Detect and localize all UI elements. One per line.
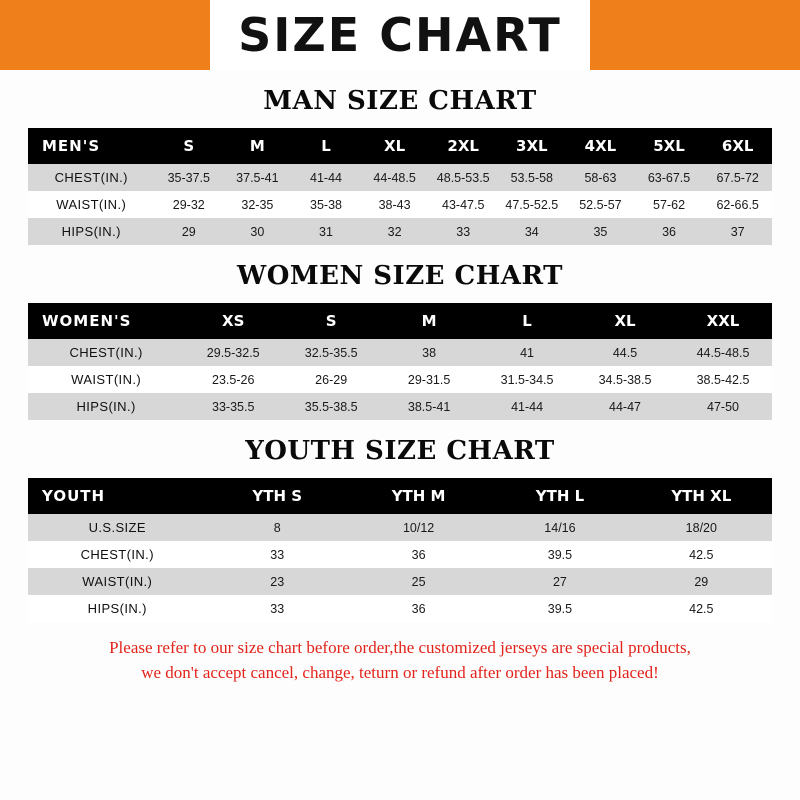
men-row-0-v3: 44-48.5 bbox=[360, 164, 429, 191]
women-col-6: XXL bbox=[674, 303, 772, 339]
men-row-2-v2: 31 bbox=[292, 218, 361, 245]
table-row bbox=[28, 595, 772, 622]
youth-row-2-label: WAIST(IN.) bbox=[28, 568, 207, 595]
youth-row-1-v0: 33 bbox=[207, 541, 348, 568]
banner-accent-right bbox=[590, 0, 800, 70]
table-row bbox=[28, 218, 772, 245]
women-row-2-v1: 35.5-38.5 bbox=[282, 393, 380, 420]
men-col-5: 2XL bbox=[429, 128, 498, 164]
youth-chart-wrap bbox=[0, 478, 800, 622]
women-row-2-v3: 41-44 bbox=[478, 393, 576, 420]
men-row-1-v8: 62-66.5 bbox=[703, 191, 772, 218]
women-row-2-v2: 38.5-41 bbox=[380, 393, 478, 420]
table-row bbox=[28, 541, 772, 568]
disclaimer-line-2: we don't accept cancel, change, teturn or refund after order has been placed! bbox=[141, 662, 659, 682]
men-row-2-v0: 29 bbox=[154, 218, 223, 245]
women-row-0-v4: 44.5 bbox=[576, 339, 674, 366]
women-row-1-v4: 34.5-38.5 bbox=[576, 366, 674, 393]
youth-row-1-v3: 42.5 bbox=[631, 541, 772, 568]
women-row-1-v3: 31.5-34.5 bbox=[478, 366, 576, 393]
men-col-7: 4XL bbox=[566, 128, 635, 164]
women-row-2-v4: 44-47 bbox=[576, 393, 674, 420]
men-row-0-v1: 37.5-41 bbox=[223, 164, 292, 191]
disclaimer-line-1: Please refer to our size chart before order,the customized jerseys are special products, bbox=[109, 638, 691, 657]
men-row-0-v5: 53.5-58 bbox=[498, 164, 567, 191]
men-row-0-v7: 63-67.5 bbox=[635, 164, 704, 191]
youth-col-4: YTH XL bbox=[631, 478, 772, 514]
table-header-row bbox=[28, 303, 772, 339]
men-row-1-v3: 38-43 bbox=[360, 191, 429, 218]
youth-row-2-v2: 27 bbox=[489, 568, 630, 595]
disclaimer-note bbox=[0, 636, 800, 685]
youth-col-0: YOUTH bbox=[28, 478, 207, 514]
men-row-0-label: CHEST(IN.) bbox=[28, 164, 154, 191]
youth-row-0-label: U.S.SIZE bbox=[28, 514, 207, 541]
men-row-1-v2: 35-38 bbox=[292, 191, 361, 218]
page-title: SIZE CHART bbox=[224, 0, 576, 70]
women-col-3: M bbox=[380, 303, 478, 339]
men-col-0: MEN'S bbox=[28, 128, 154, 164]
women-size-table bbox=[28, 303, 772, 420]
women-row-0-v1: 32.5-35.5 bbox=[282, 339, 380, 366]
men-row-1-v6: 52.5-57 bbox=[566, 191, 635, 218]
women-col-1: XS bbox=[184, 303, 282, 339]
women-col-5: XL bbox=[576, 303, 674, 339]
youth-col-2: YTH M bbox=[348, 478, 489, 514]
men-row-1-v1: 32-35 bbox=[223, 191, 292, 218]
women-row-1-v5: 38.5-42.5 bbox=[674, 366, 772, 393]
women-row-2-v5: 47-50 bbox=[674, 393, 772, 420]
banner-accent-left bbox=[0, 0, 210, 70]
youth-row-2-v3: 29 bbox=[631, 568, 772, 595]
youth-row-3-label: HIPS(IN.) bbox=[28, 595, 207, 622]
men-col-2: M bbox=[223, 128, 292, 164]
women-row-1-v0: 23.5-26 bbox=[184, 366, 282, 393]
women-col-4: L bbox=[478, 303, 576, 339]
women-row-2-v0: 33-35.5 bbox=[184, 393, 282, 420]
men-row-2-v8: 37 bbox=[703, 218, 772, 245]
men-col-6: 3XL bbox=[498, 128, 567, 164]
women-row-0-v5: 44.5-48.5 bbox=[674, 339, 772, 366]
women-row-0-v2: 38 bbox=[380, 339, 478, 366]
men-row-1-label: WAIST(IN.) bbox=[28, 191, 154, 218]
youth-section-title: YOUTH SIZE CHART bbox=[245, 436, 555, 466]
men-col-4: XL bbox=[360, 128, 429, 164]
header-banner bbox=[0, 0, 800, 70]
youth-row-3-v1: 36 bbox=[348, 595, 489, 622]
men-row-1-v7: 57-62 bbox=[635, 191, 704, 218]
table-row bbox=[28, 393, 772, 420]
women-col-2: S bbox=[282, 303, 380, 339]
men-col-8: 5XL bbox=[635, 128, 704, 164]
women-row-1-label: WAIST(IN.) bbox=[28, 366, 184, 393]
table-row bbox=[28, 191, 772, 218]
table-row bbox=[28, 164, 772, 191]
youth-col-1: YTH S bbox=[207, 478, 348, 514]
men-row-1-v5: 47.5-52.5 bbox=[498, 191, 567, 218]
youth-row-3-v2: 39.5 bbox=[489, 595, 630, 622]
table-header-row bbox=[28, 478, 772, 514]
women-row-2-label: HIPS(IN.) bbox=[28, 393, 184, 420]
men-row-0-v4: 48.5-53.5 bbox=[429, 164, 498, 191]
men-row-2-v5: 34 bbox=[498, 218, 567, 245]
youth-col-3: YTH L bbox=[489, 478, 630, 514]
women-row-0-label: CHEST(IN.) bbox=[28, 339, 184, 366]
youth-row-2-v0: 23 bbox=[207, 568, 348, 595]
table-row bbox=[28, 514, 772, 541]
table-row bbox=[28, 366, 772, 393]
women-section-title: WOMEN SIZE CHART bbox=[237, 261, 563, 291]
women-row-0-v0: 29.5-32.5 bbox=[184, 339, 282, 366]
women-row-1-v1: 26-29 bbox=[282, 366, 380, 393]
table-row bbox=[28, 339, 772, 366]
men-row-2-v1: 30 bbox=[223, 218, 292, 245]
table-header-row bbox=[28, 128, 772, 164]
women-row-0-v3: 41 bbox=[478, 339, 576, 366]
youth-row-3-v3: 42.5 bbox=[631, 595, 772, 622]
women-chart-wrap bbox=[0, 303, 800, 420]
youth-row-0-v0: 8 bbox=[207, 514, 348, 541]
youth-row-1-v2: 39.5 bbox=[489, 541, 630, 568]
men-col-9: 6XL bbox=[703, 128, 772, 164]
youth-row-1-label: CHEST(IN.) bbox=[28, 541, 207, 568]
men-row-1-v0: 29-32 bbox=[154, 191, 223, 218]
women-col-0: WOMEN'S bbox=[28, 303, 184, 339]
men-row-2-label: HIPS(IN.) bbox=[28, 218, 154, 245]
youth-row-0-v1: 10/12 bbox=[348, 514, 489, 541]
men-row-2-v3: 32 bbox=[360, 218, 429, 245]
men-section-title: MAN SIZE CHART bbox=[263, 86, 537, 116]
men-size-table bbox=[28, 128, 772, 245]
men-row-0-v0: 35-37.5 bbox=[154, 164, 223, 191]
men-row-2-v4: 33 bbox=[429, 218, 498, 245]
men-row-2-v7: 36 bbox=[635, 218, 704, 245]
youth-row-0-v3: 18/20 bbox=[631, 514, 772, 541]
women-row-1-v2: 29-31.5 bbox=[380, 366, 478, 393]
youth-row-1-v1: 36 bbox=[348, 541, 489, 568]
men-row-0-v6: 58-63 bbox=[566, 164, 635, 191]
men-row-2-v6: 35 bbox=[566, 218, 635, 245]
youth-row-2-v1: 25 bbox=[348, 568, 489, 595]
men-row-0-v8: 67.5-72 bbox=[703, 164, 772, 191]
men-row-0-v2: 41-44 bbox=[292, 164, 361, 191]
men-col-3: L bbox=[292, 128, 361, 164]
youth-row-3-v0: 33 bbox=[207, 595, 348, 622]
men-chart-wrap bbox=[0, 128, 800, 245]
table-row bbox=[28, 568, 772, 595]
youth-size-table bbox=[28, 478, 772, 622]
men-col-1: S bbox=[154, 128, 223, 164]
youth-row-0-v2: 14/16 bbox=[489, 514, 630, 541]
men-row-1-v4: 43-47.5 bbox=[429, 191, 498, 218]
